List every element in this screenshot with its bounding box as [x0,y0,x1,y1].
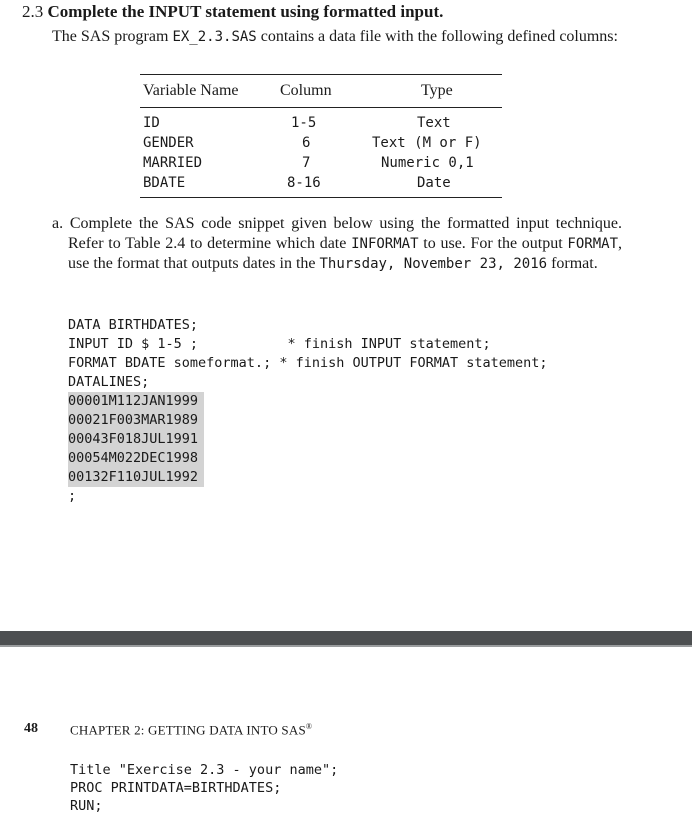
variable-table [140,74,502,198]
dataline: 00054M022DEC1998 [68,449,204,468]
cell-varname: GENDER [143,135,194,151]
informat-term: INFORMAT [351,236,419,252]
datalines-block [68,392,204,487]
dataline: 00043F018JUL1991 [68,430,204,449]
code-line: INPUT ID $ 1-5 ; * finish INPUT statement; [68,336,491,352]
question-a-text-1: Complete the SAS code snippet given below using the formatted input technique. Refer to Table 2.4 to determine which date [63,215,622,252]
table-rule-top [140,74,502,75]
chapter-text: CHAPTER 2: GETTING DATA INTO SAS [70,722,306,738]
dataline: 00001M112JAN1999 [68,392,204,411]
registered-mark: ® [305,722,313,731]
code-line: FORMAT BDATE someformat.; * finish OUTPUT FORMAT statement; [68,355,548,371]
intro-text-1: The SAS program [52,28,173,45]
cell-varname: BDATE [143,175,186,191]
page-separator [0,631,692,645]
dataline: 00132F110JUL1992 [68,468,204,487]
page-number: 48 [24,721,38,736]
exercise-title: Complete the INPUT statement using formatted input. [47,2,444,21]
cell-type: Text [417,115,451,131]
header-variable-name: Variable Name [143,82,239,99]
chapter-title [70,722,312,738]
code-line: DATA BIRTHDATES; [68,317,199,333]
cell-column: 1-5 [291,115,317,131]
format-term: FORMAT [567,236,618,252]
dataline: 00021F003MAR1989 [68,411,204,430]
code-line: RUN; [70,798,103,814]
cell-type: Date [417,175,451,191]
exercise-heading [22,2,443,22]
table-rule-bottom [140,197,502,198]
code-end: ; [68,488,77,504]
code-line: Title "Exercise 2.3 - your name"; [70,762,339,778]
code-block-2 [70,761,338,815]
question-a [52,214,622,274]
intro-text-2: contains a data file with the following defined columns: [256,28,618,45]
cell-type: Numeric 0,1 [381,155,474,171]
question-a-text [52,214,622,274]
cell-column: 6 [302,135,311,151]
cell-varname: MARRIED [143,155,203,171]
page-separator-line [0,645,692,647]
program-name: EX_2.3.SAS [172,29,257,45]
code-block [68,316,548,506]
code-line: PROC PRINTDATA=BIRTHDATES; [70,780,282,796]
date-example: Thursday, November 23, 2016 [319,256,548,272]
table-rule-mid [140,107,502,108]
code-line: DATALINES; [68,374,150,390]
intro-paragraph [52,26,622,48]
cell-type: Text (M or F) [372,135,482,151]
question-a-label: a. [52,215,64,232]
question-a-text-3: , use the format that outputs dates in the [68,235,622,272]
exercise-number: 2.3 [22,2,44,21]
header-column: Column [280,82,332,99]
question-a-text-4: format. [547,255,598,272]
cell-column: 7 [302,155,311,171]
question-a-text-2: to use. For the output [418,235,568,252]
cell-column: 8-16 [287,175,321,191]
header-type: Type [421,82,453,99]
cell-varname: ID [143,115,160,131]
